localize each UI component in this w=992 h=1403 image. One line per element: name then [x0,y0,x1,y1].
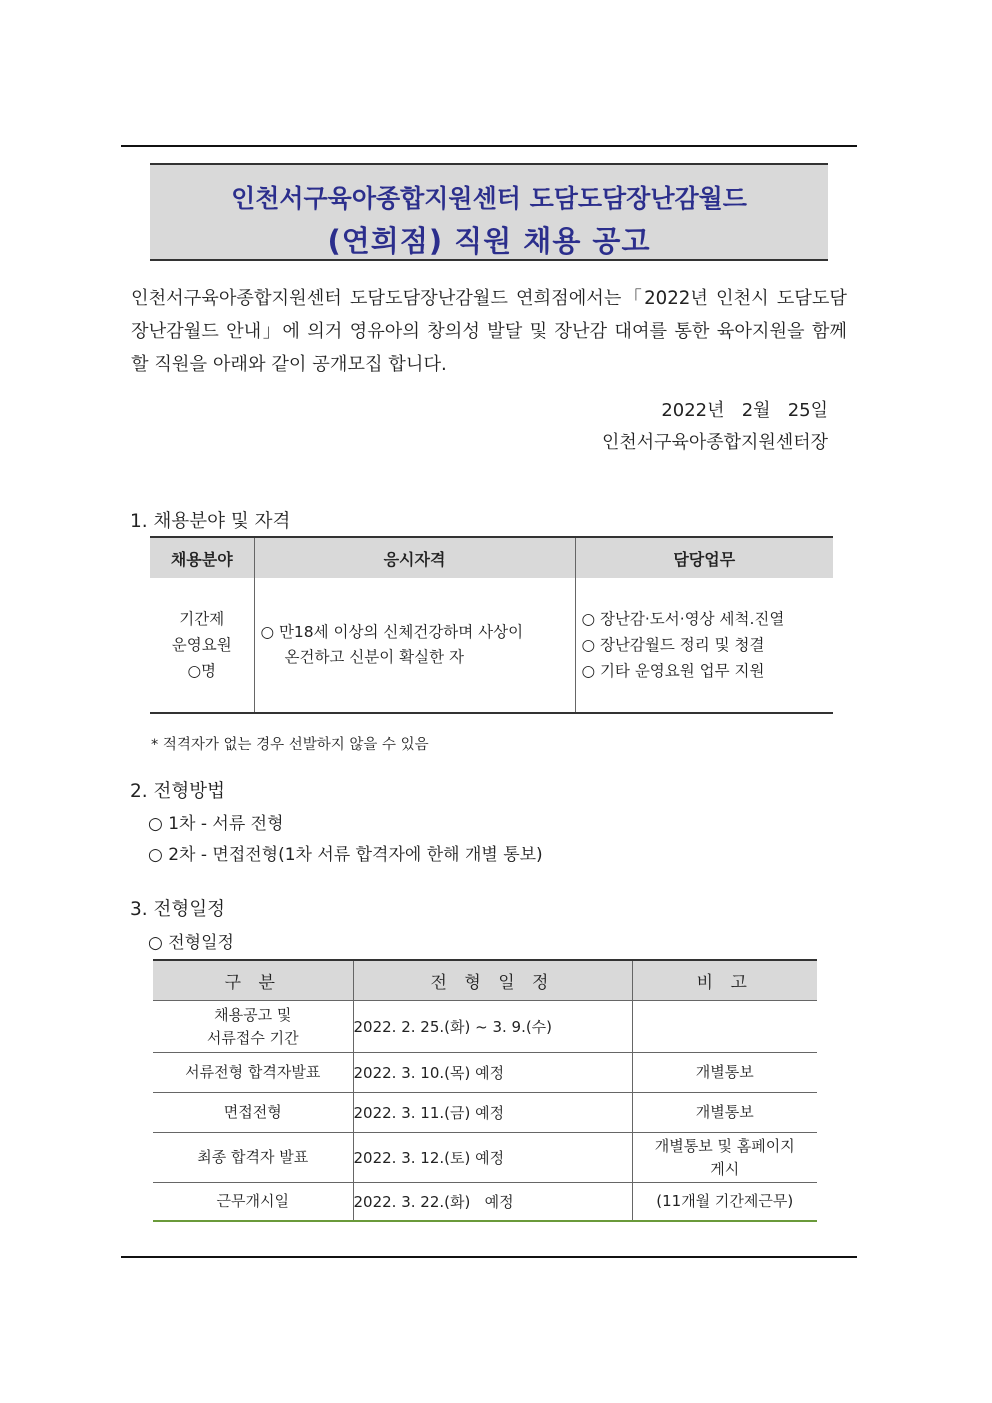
method-item-2: ○ 2차 - 면접전형(1차 서류 합격자에 한해 개별 통보) [148,845,543,865]
footnote: * 적격자가 없는 경우 선발하지 않을 수 있음 [151,737,429,753]
schedule-table [153,959,817,1222]
table-row [153,1093,817,1133]
qualification-cell [254,578,575,713]
header-duties: 담당업무 [575,537,833,578]
method-item-1: ○ 1차 - 서류 전형 [148,814,284,834]
field-line: ○명 [187,662,216,680]
table-row [153,1053,817,1093]
section-2-heading: 2. 전형방법 [130,781,226,802]
header-qualification: 응시자격 [254,537,575,578]
header-schedule: 전 형 일 정 [353,960,632,1001]
header-field: 채용분야 [150,537,254,578]
date-cell: 2022. 3. 22.(화) 예정 [353,1183,632,1221]
header-stage: 구 분 [153,960,353,1001]
stage-cell: 근무개시일 [153,1183,353,1221]
remark-text: 개별통보 및 홈페이지 [654,1136,795,1155]
duty-item: ○ 기타 운영요원 업무 지원 [581,662,765,680]
duty-item: ○ 장난감월드 정리 및 청결 [581,636,765,654]
stage-cell [153,1001,353,1053]
section-1-heading: 1. 채용분야 및 자격 [130,511,291,532]
remark-cell [632,1133,817,1183]
bottom-rule [121,1256,857,1258]
field-line: 기간제 [179,610,225,628]
table-row [153,1133,817,1183]
recruitment-table [150,536,833,714]
date-cell: 2022. 3. 11.(금) 예정 [353,1093,632,1133]
remark-cell: 개별통보 [632,1093,817,1133]
remark-cell: (11개월 기간제근무) [632,1183,817,1221]
table-row [153,1183,817,1221]
duty-item: ○ 장난감·도서·영상 세척.진열 [581,610,785,628]
top-rule [121,145,857,147]
stage-text: 채용공고 및 [214,1005,292,1024]
schedule-subheading: ○ 전형일정 [148,933,234,953]
remark-cell: 개별통보 [632,1053,817,1093]
date-cell: 2022. 3. 12.(토) 예정 [353,1133,632,1183]
title-box [150,163,828,261]
table-header-row [150,537,833,578]
date-cell: 2022. 2. 25.(화) ~ 3. 9.(수) [353,1001,632,1053]
title-line-2: (연희점) 직원 채용 공고 [327,224,651,258]
remark-cell [632,1001,817,1053]
title-line-1: 인천서구육아종합지원센터 도담도담장난감월드 [231,184,747,213]
stage-cell: 서류전형 합격자발표 [153,1053,353,1093]
stage-cell: 최종 합격자 발표 [153,1133,353,1183]
intro-paragraph: 인천서구육아종합지원센터 도담도담장난감월드 연희점에서는「2022년 인천시 도담도담장난감월드 안내」에 의거 영유아의 창의성 발달 및 장난감 대여를 통한 육아지원을 함께 할 직원을 아래와 같이 공개모집 합니다. [131,288,847,375]
qualification-line: 온건하고 신분이 확실한 자 [284,648,464,666]
section-3-heading: 3. 전형일정 [130,899,226,920]
table-row [153,1001,817,1053]
remark-text: 게시 [710,1159,740,1178]
date-cell: 2022. 3. 10.(목) 예정 [353,1053,632,1093]
field-cell [150,578,254,713]
stage-text: 서류접수 기간 [206,1028,299,1047]
signer: 인천서구육아종합지원센터장 [601,432,828,453]
table-header-row [153,960,817,1001]
header-remarks: 비 고 [632,960,817,1001]
table-row [150,578,833,713]
duties-cell [575,578,833,713]
stage-cell: 면접전형 [153,1093,353,1133]
field-line: 운영요원 [171,636,232,654]
announcement-date: 2022년 2월 25일 [661,400,828,421]
qualification-line: ○ 만18세 이상의 신체건강하며 사상이 [260,623,524,641]
